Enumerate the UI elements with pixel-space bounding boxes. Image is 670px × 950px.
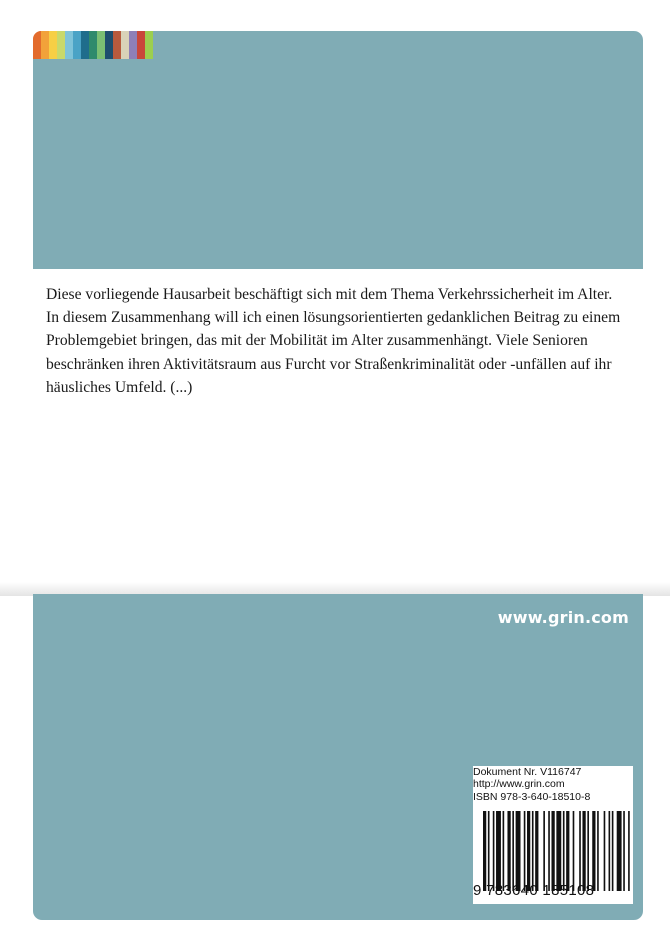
barcode-bar — [543, 811, 545, 891]
barcode-bar — [512, 811, 514, 891]
barcode-bar — [548, 811, 550, 891]
color-stripe — [97, 31, 105, 59]
barcode-bar — [493, 811, 495, 891]
barcode-bar — [628, 811, 630, 891]
barcode-bar — [507, 811, 510, 891]
barcode-bar — [566, 811, 569, 891]
barcode-bar — [551, 811, 554, 891]
barcode-bar — [623, 811, 625, 891]
barcode-bar — [556, 811, 561, 891]
barcode-bar — [597, 811, 599, 891]
color-stripe — [145, 31, 153, 59]
barcode-bar — [488, 811, 490, 891]
color-stripe — [65, 31, 73, 59]
barcode-bar — [535, 811, 538, 891]
barcode-bar — [604, 811, 606, 891]
barcode-bar — [527, 811, 530, 891]
barcode-bar — [612, 811, 614, 891]
barcode-bar — [524, 811, 526, 891]
isbn-barcode — [483, 811, 633, 891]
barcode-bar — [582, 811, 585, 891]
bottom-color-panel — [33, 594, 643, 920]
publisher-website[interactable]: www.grin.com — [497, 608, 629, 627]
color-stripe-band — [33, 31, 153, 59]
barcode-bar — [503, 811, 505, 891]
barcode-bar — [609, 811, 611, 891]
barcode-bar — [573, 811, 575, 891]
barcode-bar — [483, 811, 486, 891]
color-stripe — [137, 31, 145, 59]
color-stripe — [81, 31, 89, 59]
barcode-bar — [579, 811, 581, 891]
description-area — [33, 269, 643, 589]
color-stripe — [33, 31, 41, 59]
barcode-bar — [617, 811, 622, 891]
color-stripe — [73, 31, 81, 59]
info-url: http://www.grin.com — [473, 778, 565, 791]
isbn-info-box — [473, 766, 633, 904]
color-stripe — [41, 31, 49, 59]
color-stripe — [57, 31, 65, 59]
color-stripe — [129, 31, 137, 59]
barcode-bar — [563, 811, 565, 891]
top-color-panel — [33, 31, 643, 269]
publication-info — [473, 766, 590, 803]
color-stripe — [49, 31, 57, 59]
color-stripe — [121, 31, 129, 59]
barcode-bar — [532, 811, 534, 891]
document-number: Dokument Nr. V116747 — [473, 766, 582, 778]
barcode-digits: 9 783640 185108 — [473, 882, 595, 899]
isbn-number: ISBN 978-3-640-18510-8 — [473, 790, 591, 803]
barcode-bar — [592, 811, 595, 891]
barcode-bar — [496, 811, 501, 891]
color-stripe — [113, 31, 121, 59]
book-description: Diese vorliegende Hausarbeit beschäftigt sich mit dem Thema Verkehrssicherheit im Alter. In diesem Zusammenhang will ich einen lösungsorientierten gedanklichen Beitrag zu einem Problemgebiet bringen, das mit der Mobilität im Alter zusammenhängt. Viele Senioren beschränken ihren Aktivitätsraum aus Furcht vor Straßenkriminalität oder -unfällen auf ihr häusliches Umfeld. (...) — [46, 286, 621, 396]
barcode-bar — [587, 811, 589, 891]
color-stripe — [89, 31, 97, 59]
color-stripe — [105, 31, 113, 59]
barcode-bar — [516, 811, 521, 891]
